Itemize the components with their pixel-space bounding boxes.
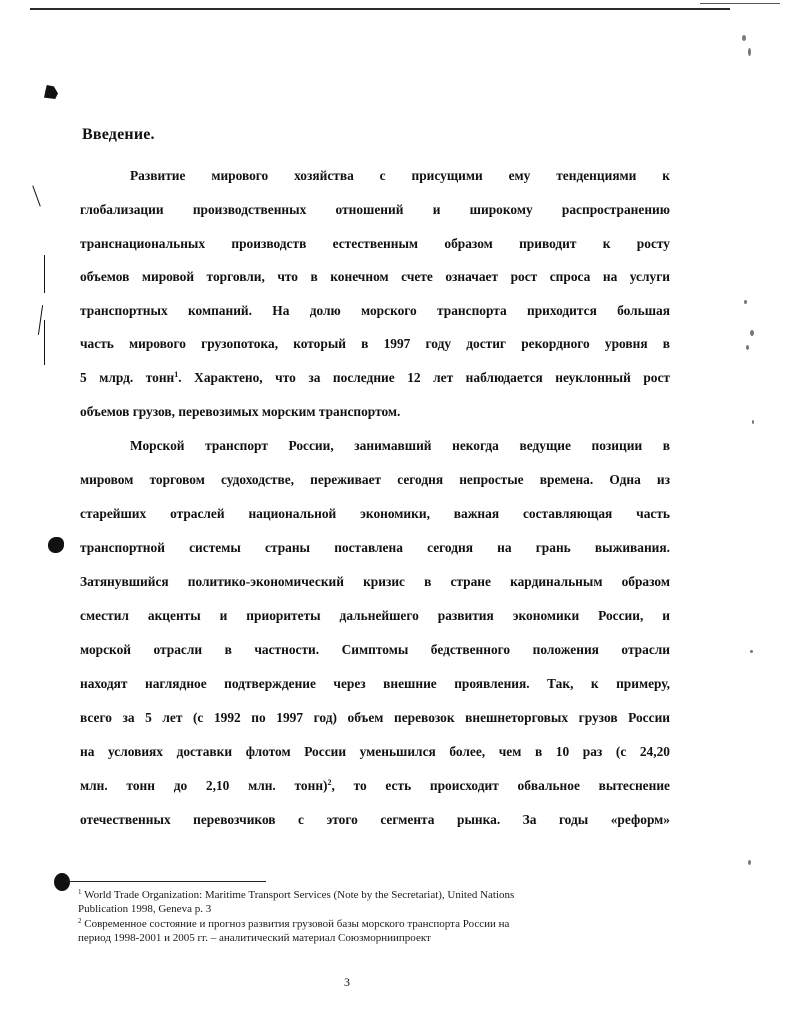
body-text-span: млн. тонн до 2,10 млн. тонн) xyxy=(80,778,328,793)
body-text-line: Затянувшийся политико-экономический кризис в стране кардинальным образом xyxy=(80,574,670,589)
scan-line-mark xyxy=(38,305,43,335)
body-text-line: старейших отраслей национальной экономики, важная составляющая часть xyxy=(80,506,670,521)
section-heading: Введение. xyxy=(82,126,155,143)
body-text-line: часть мирового грузопотока, который в 1997 году достиг рекордного уровня в xyxy=(80,336,670,351)
footnote-text: World Trade Organization: Maritime Transport Services (Note by the Secretariat), United Nations xyxy=(84,889,515,901)
body-text-line: транспортной системы страны поставлена сегодня на грань выживания. xyxy=(80,540,670,555)
footnote-ref: 2 xyxy=(327,778,332,787)
scan-edge-line xyxy=(30,8,730,10)
scan-speck xyxy=(746,345,749,350)
body-text-line: на условиях доставки флотом России уменьшился более, чем в 10 раз (с 24,20 xyxy=(80,744,670,759)
footnote-1 xyxy=(78,889,514,902)
footnote-text: Современное состояние и прогноз развития грузовой базы морского транспорта России на xyxy=(84,918,510,930)
body-text-line: отечественных перевозчиков с этого сегмента рынка. За годы «реформ» xyxy=(80,812,670,827)
body-text-span: . Характено, что за последние 12 лет наблюдается неуклонный рост xyxy=(178,370,670,385)
body-text-line: транспортных компаний. На долю морского транспорта приходится большая xyxy=(80,303,670,318)
footnote-separator xyxy=(66,881,266,882)
body-text-line: объемов мировой торговли, что в конечном счете означает рост спроса на услуги xyxy=(80,269,670,284)
scan-blot xyxy=(48,537,64,553)
body-text-line: Развитие мирового хозяйства с присущими ему тенденциями к xyxy=(130,168,670,183)
scan-line-mark xyxy=(32,185,40,206)
scan-speck xyxy=(750,650,753,653)
scan-line-mark xyxy=(44,320,45,365)
footnote-number: 1 xyxy=(78,888,82,896)
body-text-line: Морской транспорт России, занимавший некогда ведущие позиции в xyxy=(130,438,670,453)
scan-speck xyxy=(742,35,746,41)
scan-blot xyxy=(54,873,70,891)
body-text-line: транснациональных производств естественным образом приводит к росту xyxy=(80,236,670,251)
scan-line-mark xyxy=(44,255,45,293)
body-text-line xyxy=(80,777,670,795)
body-text-span: , то есть происходит обвальное вытеснение xyxy=(331,778,670,793)
page-number: 3 xyxy=(344,975,350,989)
body-text-line: объемов грузов, перевозимых морским транспортом. xyxy=(80,404,401,419)
footnote-1-cont: Publication 1998, Geneva p. 3 xyxy=(78,903,212,915)
scan-blot xyxy=(44,85,58,99)
body-text-line: глобализации производственных отношений и широкому распространению xyxy=(80,202,670,217)
body-text-span: 5 млрд. тонн xyxy=(80,370,175,385)
scan-speck xyxy=(748,860,751,865)
scan-speck xyxy=(744,300,747,304)
footnote-2-cont: период 1998-2001 и 2005 гг. – аналитический материал Союзморниипроект xyxy=(78,932,431,944)
body-text-line: мировом торговом судоходстве, переживает сегодня непростые времена. Одна из xyxy=(80,472,670,487)
scan-speck xyxy=(752,420,754,424)
footnote-2 xyxy=(78,918,509,931)
scan-speck xyxy=(748,48,751,56)
scan-edge-line xyxy=(700,3,780,4)
body-text-line xyxy=(80,369,670,387)
footnote-number: 2 xyxy=(78,917,82,925)
body-text-line: находят наглядное подтверждение через внешние проявления. Так, к примеру, xyxy=(80,676,670,691)
scan-speck xyxy=(750,330,754,336)
body-text-line: сместил акценты и приоритеты дальнейшего развития экономики России, и xyxy=(80,608,670,623)
footnote-ref: 1 xyxy=(174,370,179,379)
body-text-line: морской отрасли в частности. Симптомы бедственного положения отрасли xyxy=(80,642,670,657)
body-text-line: всего за 5 лет (с 1992 по 1997 год) объем перевозок внешнеторговых грузов России xyxy=(80,710,670,725)
